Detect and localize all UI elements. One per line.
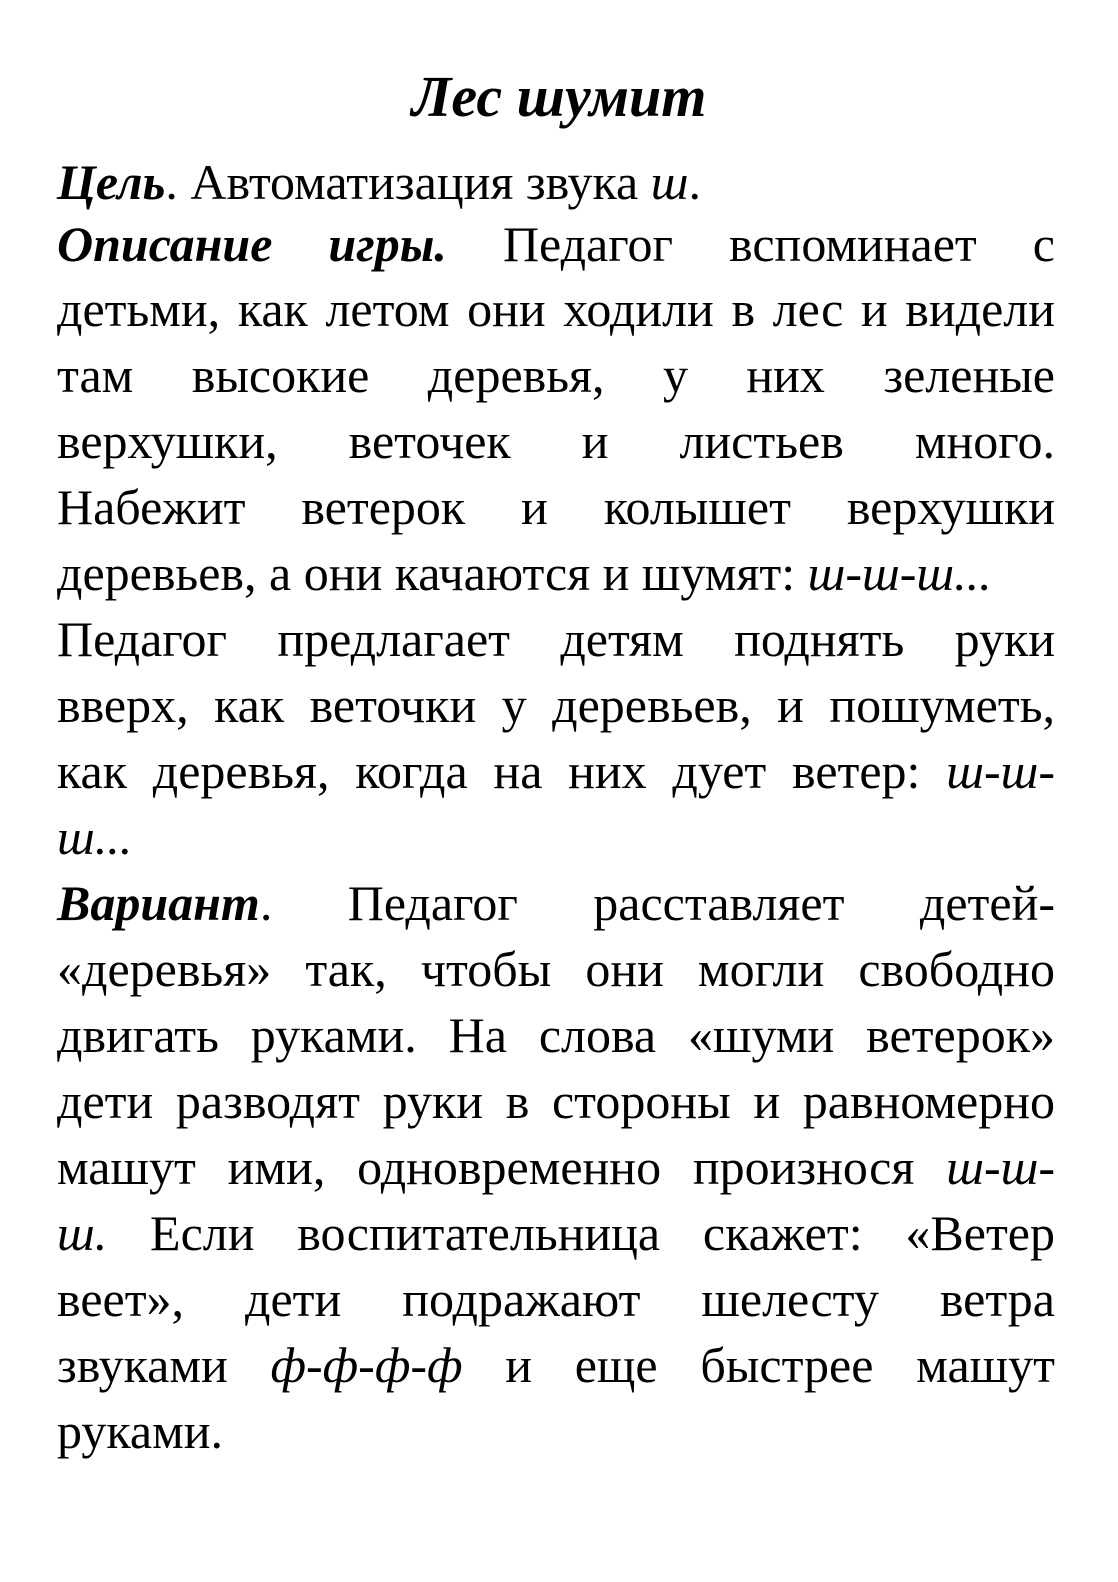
variant-line-5: машут ими, одновременно произнося ш-ш- bbox=[57, 1139, 1056, 1195]
description-line-7: Педагог предлагает детям поднять руки bbox=[57, 611, 1055, 667]
sound-f: ф-ф-ф-ф bbox=[270, 1337, 463, 1393]
description-line-8: вверх, как веточки у деревьев, и пошуметь, bbox=[57, 677, 1055, 733]
variant-line-7: веет», дети подражают шелесту ветра bbox=[57, 1271, 1055, 1327]
description-line-3: там высокие деревья, у них зеленые bbox=[57, 347, 1055, 403]
variant-line-4: дети разводят руки в стороны и равномерно bbox=[57, 1073, 1055, 1129]
description-line-2: детьми, как летом они ходили в лес и видели bbox=[57, 281, 1055, 337]
variant-line-3: двигать руками. На слова «шуми ветерок» bbox=[57, 1007, 1055, 1063]
goal-label: Цель bbox=[57, 154, 166, 210]
description-line-6: деревьев, а они качаются и шумят: ш-ш-ш... bbox=[57, 545, 992, 601]
variant-line-9: руками. bbox=[57, 1403, 223, 1459]
goal-sound: ш bbox=[650, 154, 689, 210]
sound-sh-2a: ш-ш- bbox=[946, 743, 1056, 799]
variant-line-1: Вариант. Педагог расставляет детей- bbox=[57, 875, 1055, 931]
description-line-5: Набежит ветерок и колышет верхушки bbox=[57, 479, 1055, 535]
sound-sh-1: ш-ш-ш... bbox=[807, 545, 992, 601]
variant-line-6: ш. Если воспитательница скажет: «Ветер bbox=[57, 1205, 1055, 1261]
description-label: Описание игры. bbox=[57, 216, 447, 272]
page-title: Лес шумит bbox=[411, 64, 707, 129]
sound-sh-3b: ш. bbox=[57, 1205, 108, 1261]
goal-line: Цель. Автоматизация звука ш. bbox=[57, 154, 701, 210]
goal-text: Автоматизация звука bbox=[190, 154, 639, 210]
description-line-9: как деревья, когда на них дует ветер: ш-ш- bbox=[57, 743, 1056, 799]
variant-line-2: «деревья» так, чтобы они могли свободно bbox=[57, 941, 1055, 997]
description-line-4: верхушки, веточек и листьев много. bbox=[57, 413, 1055, 469]
sound-sh-2b: ш... bbox=[57, 809, 133, 865]
description-line-1: Описание игры. Педагог вспоминает с bbox=[57, 216, 1055, 272]
variant-line-8: звуками ф-ф-ф-ф и еще быстрее машут bbox=[57, 1337, 1056, 1393]
variant-label: Вариант bbox=[57, 875, 260, 931]
sound-sh-3a: ш-ш- bbox=[946, 1139, 1056, 1195]
